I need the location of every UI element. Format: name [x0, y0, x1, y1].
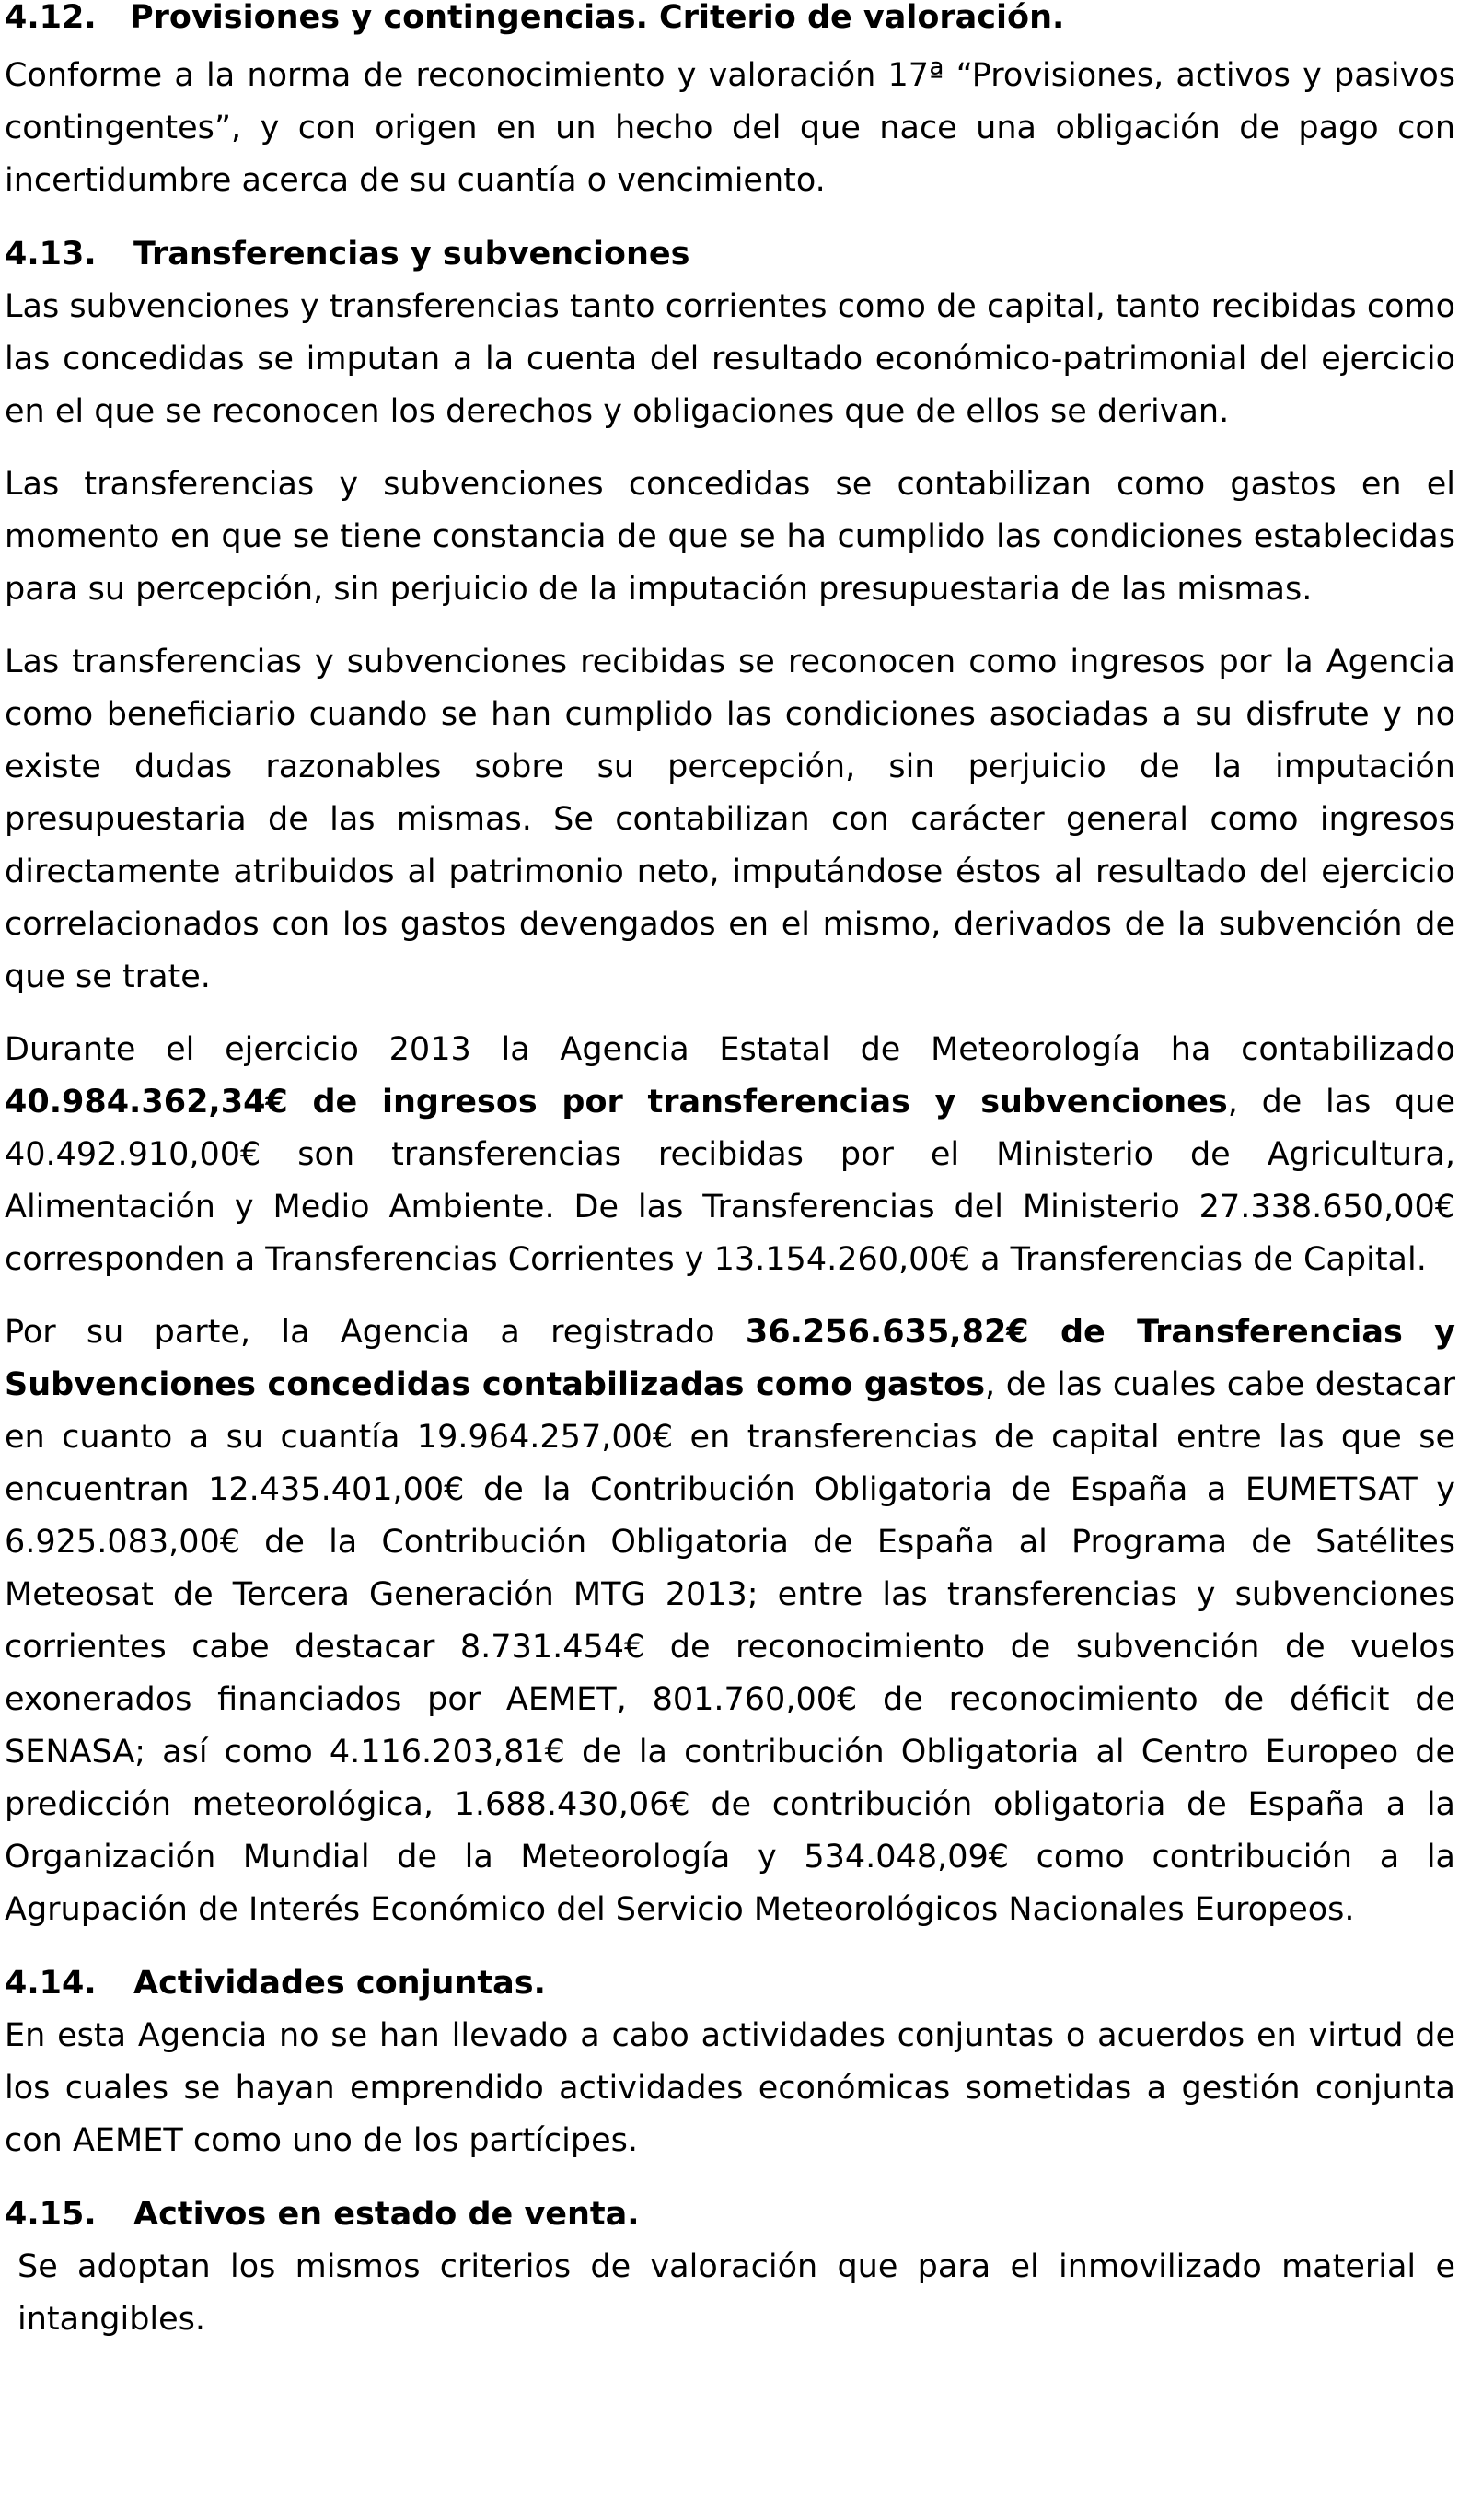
section-title: Transferencias y subvenciones [133, 236, 690, 273]
section-heading-4-12 [5, 0, 1455, 44]
section-title: Activos en estado de venta. [133, 2196, 640, 2233]
highlight-amount: 40.984.362,34€ de ingresos por transferencias y subvenciones [5, 1084, 1228, 1121]
paragraph-text: , de las que 40.492.910,00€ son transferencias recibidas por el Ministerio de Agricultura, Alimentación y Medio Ambiente. De las Transferencias del Ministerio 27.338.650,00€ corresponden a Transferencias Corrientes y 13.154.260,00€ a Transferencias de Capital. [5, 1084, 1456, 1278]
paragraph: Se adoptan los mismos criterios de valoración que para el inmovilizado material e intangibles. [17, 2248, 1455, 2338]
paragraph: Las subvenciones y transferencias tanto corrientes como de capital, tanto recibidas como las concedidas se imputan a la cuenta del resultado económico-patrimonial del ejercicio en el que se reconocen los derechos y obligaciones que de ellos se derivan. [5, 288, 1455, 430]
paragraph-text: , de las cuales cabe destacar en cuanto a su cuantía 19.964.257,00€ en transferencias de capital entre las que se encuentran 12.435.401,00€ de la Contribución Obligatoria de España a EUMETSAT y 6.925.083,00€ de la Contribución Obligatoria de España al Programa de Satélites Meteosat de Tercera Generación MTG 2013; entre las transferencias y subvenciones corrientes cabe destacar 8.731.454€ de reconocimiento de subvención de vuelos exonerados financiados por AEMET, 801.760,00€ de reconocimiento de déficit de SENASA; así como 4.116.203,81€ de la contribución Obligatoria al Centro Europeo de predicción meteorológica, 1.688.430,06€ de contribución obligatoria de España a la Organización Mundial de la Meteorología y 534.048,09€ como contribución a la Agrupación de Interés Económico del Servicio Meteorológicos Nacionales Europeos. [5, 1366, 1456, 1928]
section-number: 4.14. [5, 1965, 97, 2002]
paragraph: Conforme a la norma de reconocimiento y valoración 17ª “Provisiones, activos y pasivos contingentes”, y con origen en un hecho del que nace una obligación de pago con incertidumbre acerca de su cuantía o vencimiento. [5, 57, 1455, 199]
paragraph-text: Durante el ejercicio 2013 la Agencia Estatal de Meteorología ha contabilizado [5, 1031, 1455, 1068]
section-heading-4-15 [5, 2189, 1455, 2241]
section-title: Actividades conjuntas. [133, 1965, 546, 2002]
paragraph: Las transferencias y subvenciones recibidas se reconocen como ingresos por la Agencia como beneficiario cuando se han cumplido las condiciones asociadas a su disfrute y no existe dudas razonables sobre su percepción, sin perjuicio de la imputación presupuestaria de las mismas. Se contabilizan con carácter general como ingresos directamente atribuidos al patrimonio neto, imputándose éstos al resultado del ejercicio correlacionados con los gastos devengados en el mismo, derivados de la subvención de que se trate. [5, 644, 1455, 995]
paragraph: Las transferencias y subvenciones concedidas se contabilizan como gastos en el momento en que se tiene constancia de que se ha cumplido las condiciones establecidas para su percepción, sin perjuicio de la imputación presupuestaria de las mismas. [5, 466, 1455, 608]
paragraph-gastos [5, 1306, 1455, 1936]
paragraph-text: Por su parte, la Agencia a registrado [5, 1314, 746, 1351]
section-number: 4.15. [5, 2196, 97, 2233]
section-number: 4.12. [5, 0, 97, 36]
highlight-amount: 36.256.635,82€ de Transferencias y Subvenciones concedidas contabilizadas como gastos [5, 1314, 1455, 1403]
paragraph: En esta Agencia no se han llevado a cabo actividades conjuntas o acuerdos en virtud de los cuales se hayan emprendido actividades económicas sometidas a gestión conjunta con AEMET como uno de los partícipes. [5, 2017, 1455, 2159]
section-title: Provisiones y contingencias. Criterio de valoración. [130, 0, 1065, 36]
section-number: 4.13. [5, 236, 97, 273]
section-heading-4-14 [5, 1957, 1455, 2010]
paragraph-ingresos [5, 1024, 1455, 1286]
document-page [5, 0, 1455, 2346]
section-heading-4-13 [5, 228, 1455, 281]
